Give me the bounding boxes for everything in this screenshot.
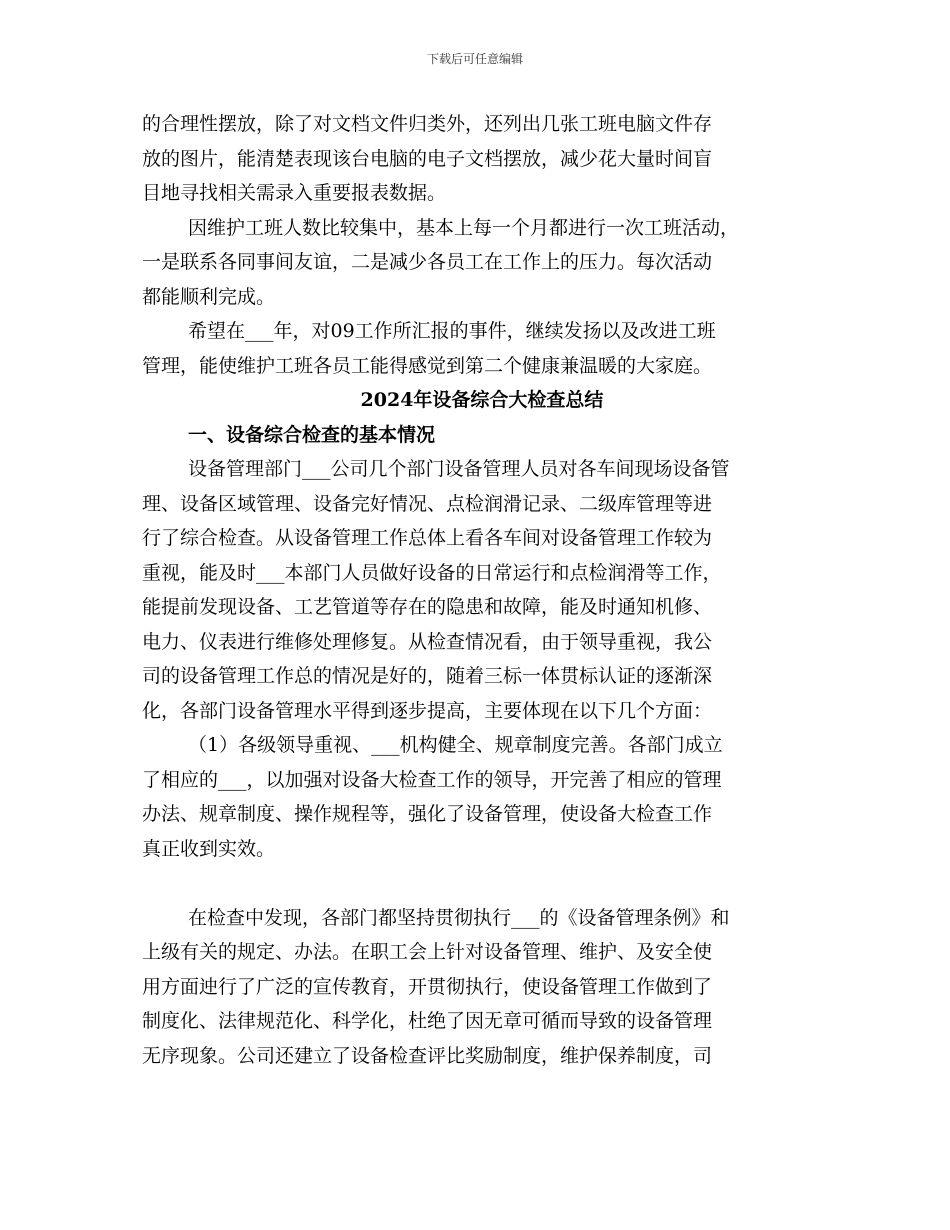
text-line: 希望在___年，对09工作所汇报的事件，继续发扬以及改进工班 (188, 320, 716, 342)
text-line: 能提前发现设备、工艺管道等存在的隐患和故障，能及时通知机修、 (142, 596, 713, 618)
text-line: 管理，能使维护工班各员工能得感觉到第二个健康兼温暖的大家庭。 (142, 354, 713, 377)
text-line: 都能顺利完成。 (142, 285, 276, 308)
text-line: 放的图片，能清楚表现该台电脑的电子文档摆放，减少花大量时间盲 (142, 147, 713, 170)
text-line: 真正收到实效。 (142, 837, 276, 860)
text-line: 在检查中发现，各部门都坚持贯彻执行___的《设备管理条例》和 (188, 906, 730, 929)
text-line: 的合理性摆放，除了对文档文件归类外，还列出几张工班电脑文件存 (142, 113, 713, 135)
text-line: 设备管理部门___公司几个部门设备管理人员对各车间现场设备管 (188, 458, 730, 480)
text-line: 无序现象。公司还建立了设备检查评比奖励制度，维护保养制度，司 (142, 1044, 713, 1067)
text-line: 制度化、法律规范化、科学化，杜绝了因无章可循而导致的设备管理 (142, 1010, 713, 1032)
text-line: 理、设备区域管理、设备完好情况、点检润滑记录、二级库管理等进 (142, 492, 713, 515)
text-line: 上级有关的规定、办法。在职工会上针对设备管理、维护、及安全使 (142, 941, 713, 963)
section-heading: 一、设备综合检查的基本情况 (188, 423, 436, 446)
text-line: 因维护工班人数比较集中，基本上每一个月都进行一次工班活动， (188, 216, 740, 239)
text-line: 目地寻找相关需录入重要报表数据。 (142, 182, 447, 204)
text-line: 办法、规章制度、操作规程等，强化了设备管理，使设备大检查工作 (142, 803, 713, 825)
text-line (142, 866, 822, 901)
document-title: 2024年设备综合大检查总结 (360, 389, 604, 411)
text-line: 用方面迚行了广泛的宣传教育，开贯彻执行，使设备管理工作做到了 (142, 975, 713, 998)
text-line: 重视，能及时___本部门人员做好设备的日常运行和点检润滑等工作， (142, 561, 722, 584)
text-line: 电力、仪表进行维修处理修复。从检查情况看，由于领导重视，我公 (142, 630, 713, 653)
document-body (142, 107, 822, 1073)
text-line: （1）各级领导重视、___机构健全、规章制度完善。各部门成立 (188, 734, 723, 756)
text-line: 了相应的___，以加强对设备大检查工作的领导，开完善了相应的管理 (142, 768, 722, 791)
page-header: 下载后可任意编辑 (426, 52, 523, 66)
text-line: 行了综合检查。从设备管理工作总体上看各车间对设备管理工作较为 (142, 527, 713, 549)
text-line: 化，各部门设备管理水平得到逐步提高，主要体现在以下几个方面： (142, 699, 713, 722)
text-line: 司的设备管理工作总的情况是好的，随着三标一体贯标认证的逐渐深 (142, 665, 713, 687)
text-line: 一是联系各同事间友谊，二是减少各员工在工作上的压力。每次活动 (142, 251, 713, 273)
